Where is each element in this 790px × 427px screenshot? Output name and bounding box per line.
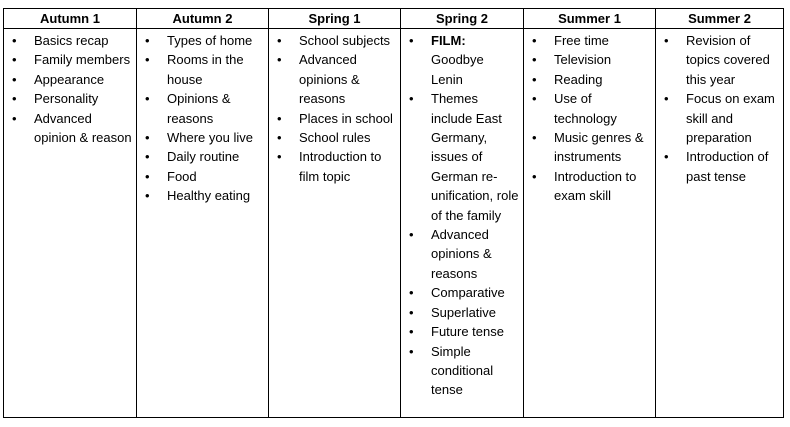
- header-autumn-1: Autumn 1: [4, 9, 137, 29]
- cell-summer-2: [656, 29, 784, 418]
- list-item: • Future tense: [401, 322, 523, 341]
- list-item: • Use of technology: [524, 89, 655, 128]
- list-item: • Appearance: [4, 70, 136, 89]
- topic-list: [269, 29, 400, 186]
- header-autumn-2: Autumn 2: [137, 9, 269, 29]
- list-item: • Simple conditional tense: [401, 342, 523, 400]
- cell-spring-2: [401, 29, 524, 418]
- list-item: • Revision of topics covered this year: [656, 31, 783, 89]
- list-item: • Introduction to exam skill: [524, 167, 655, 206]
- list-item: • Places in school: [269, 109, 400, 128]
- list-item: • Introduction of past tense: [656, 147, 783, 186]
- list-item: • Opinions & reasons: [137, 89, 268, 128]
- header-spring-2: Spring 2: [401, 9, 524, 29]
- curriculum-table: [3, 8, 784, 418]
- list-item: • Television: [524, 50, 655, 69]
- list-item: • School subjects: [269, 31, 400, 50]
- topic-list: [137, 29, 268, 206]
- curriculum-table-wrapper: [3, 8, 784, 418]
- list-item: • Reading: [524, 70, 655, 89]
- film-title: Goodbye Lenin: [431, 52, 484, 87]
- topic-list: [524, 29, 655, 206]
- list-item: • Types of home: [137, 31, 268, 50]
- list-item: • Advanced opinions & reasons: [269, 50, 400, 108]
- list-item: • Superlative: [401, 303, 523, 322]
- list-item: • Where you live: [137, 128, 268, 147]
- list-item: • Advanced opinion & reason: [4, 109, 136, 148]
- list-item: • Daily routine: [137, 147, 268, 166]
- cell-summer-1: [524, 29, 656, 418]
- content-row: [4, 29, 784, 418]
- film-label: FILM:: [431, 33, 466, 48]
- list-item: • Food: [137, 167, 268, 186]
- list-item: • Music genres & instruments: [524, 128, 655, 167]
- header-spring-1: Spring 1: [269, 9, 401, 29]
- topic-list: [4, 29, 136, 147]
- topic-list: [656, 29, 783, 186]
- header-summer-2: Summer 2: [656, 9, 784, 29]
- list-item: • Advanced opinions & reasons: [401, 225, 523, 283]
- cell-autumn-1: [4, 29, 137, 418]
- list-item: • Personality: [4, 89, 136, 108]
- list-item: • Comparative: [401, 283, 523, 302]
- list-item: • Healthy eating: [137, 186, 268, 205]
- list-item: • Introduction to film topic: [269, 147, 400, 186]
- list-item: • Themes include East Germany, issues of German re-unification, role of the family: [401, 89, 523, 225]
- cell-autumn-2: [137, 29, 269, 418]
- cell-spring-1: [269, 29, 401, 418]
- list-item: • Free time: [524, 31, 655, 50]
- film-list-item: [401, 31, 523, 89]
- list-item: • School rules: [269, 128, 400, 147]
- list-item: • Focus on exam skill and preparation: [656, 89, 783, 147]
- list-item: • Basics recap: [4, 31, 136, 50]
- list-item: • Rooms in the house: [137, 50, 268, 89]
- header-summer-1: Summer 1: [524, 9, 656, 29]
- list-item: • Family members: [4, 50, 136, 69]
- header-row: [4, 9, 784, 29]
- topic-list: [401, 29, 523, 400]
